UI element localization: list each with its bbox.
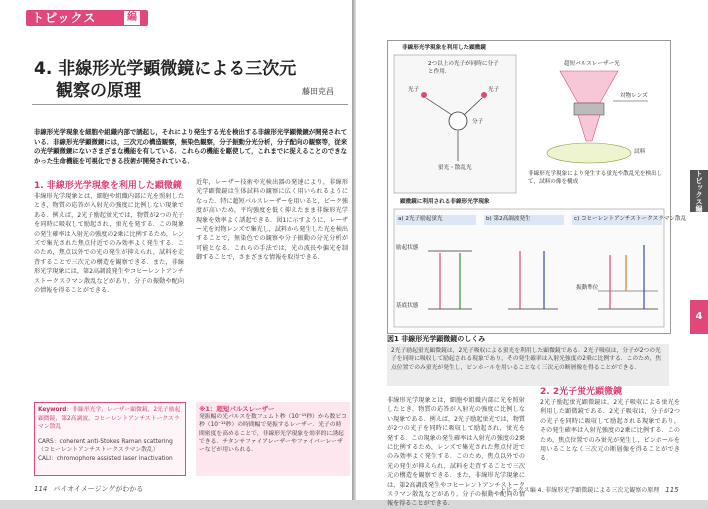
figure-caption: 図1 非線形光学顕微鏡のしくみ [387, 335, 486, 343]
note-box [196, 402, 350, 476]
lens-label: 対物レンズ [620, 93, 648, 99]
right-page-number: 115 [665, 486, 679, 494]
sample-icon [547, 143, 631, 163]
excited-state-label: 励起状態 [396, 245, 419, 251]
sample-label: 試料 [634, 149, 646, 155]
section1-col1: 非線形光学現象とは，細胞や組織内部に光を照射したとき，物質の応答が入射光の強度に比例しない現象である．例えば，2光子励起蛍光では，物質が2つの光子を同時に吸収して励起され，蛍光を発する．この現象の発生確率は入射光の強度の2乗に比例するため，レンズで集光された焦点付近でのみ効率よく発生する．このため，焦点以外での光の発生が抑えられ，試料を走査することで三次元の構造を観察できる．また，非線形光学現象には，第2高調波発生やコヒーレントアンチストークスラマン散乱などがあり，分子の振動や配向の情報を得ることができる． [34, 193, 184, 295]
figure-desc2: 非線形光学現象により発生する蛍光や散乱光を検出して，試料の像を構成 [528, 171, 663, 185]
header-label: トピックス [32, 11, 97, 25]
right-col1: 非線形光学現象とは，細胞や組織内部に光を照射したとき，物質の応答が入射光の強度に比例しない現象である．例えば，2光子励起蛍光では，物質が2つの光子を同時に吸収して励起され，蛍光を発する．この現象の発生確率は入射光の強度の2乗に比例するため，レンズで集光された焦点付近でのみ効率よく発生する．このため，焦点以外での光の発生が抑えられ，試料を走査することで三次元の構造を観察できる．また，非線形光学現象には，第2高調波発生やコヒーレントアンチストークスラマン散乱などがあり，分子の振動や配向の情報を得ることができる． [387, 397, 525, 508]
section2-title: 2. 2光子蛍光顕微鏡 [540, 387, 623, 397]
laser-beam-icon [560, 71, 618, 103]
note-title: ※1：超短パルスレーザー [199, 405, 275, 413]
side-tab[interactable]: トピックス編 [690, 170, 708, 212]
left-page [0, 0, 352, 500]
panel-c-title: c) コヒーレントアンチストークスラマン散乱 [574, 216, 687, 222]
emission-label: 蛍光・散乱光 [438, 165, 472, 171]
photon-icon-1 [421, 92, 427, 98]
keyword-en3: CALI：chromophore assisted laser inactivation [38, 455, 173, 462]
note-text: 発振幅の光パルスを数フェムト秒（10⁻¹⁵秒）から数ピコ秒（10⁻¹²秒）の時間幅で発振するレーザー．光子の時間密度を高めることで，非線形光学現象を効率的に誘起できる．チタンサファイアレーザーやファイバーレーザーなどが用いられる． [199, 414, 347, 454]
author: 藤田克昌 [302, 87, 334, 96]
panel-a-title: a) 2光子励起蛍光 [398, 216, 443, 222]
left-footer-text: バイオイメージングがわかる [53, 485, 144, 493]
figure-subtitle: 顕微鏡に利用される非線形光学現象 [400, 199, 490, 205]
right-footer-text: トピックス編 4. 非線形光学顕微鏡による三次元観察の原理 [500, 487, 660, 494]
keyword-label: Keyword [38, 407, 67, 413]
title-divider [32, 104, 348, 105]
keyword-en2: （コヒーレントアンチストークスラマン散乱） [38, 447, 159, 454]
section1-col2: 近年，レーザー技術や光検出器の発達により，非線形光学顕微鏡は生体試料の観察に広く用いられるようになった．特に超短パルスレーザーを用いると，ピーク強度が高いため，平均強度を低く抑えたまま非線形光学現象を効率よく誘起できる．図1に示すように，レーザー光を対物レンズで集光し，試料から発生した光を検出することで，無染色での観察や分子振動の分光分析が可能となる．これらの手法では，光の波長や偏光を制御することで，さまざまな情報を取得できる． [196, 179, 349, 262]
photon-icon-2 [481, 92, 487, 98]
keyword-box [34, 402, 186, 476]
keyword-text: ：非線形光学，レーザー顕微鏡，2光子励起顕微鏡，第2高調波，コヒーレントアンチストークスラマン散乱 [38, 407, 181, 431]
side-chapter-number[interactable]: 4 [690, 300, 708, 334]
keyword-en1: CARS：coherent anti-Stokes Raman scattering [38, 438, 173, 445]
focus-cone-icon [578, 115, 600, 141]
photon-label-2: 光子 [488, 87, 500, 93]
vib-level-label: 振動準位 [576, 285, 599, 291]
figure-explanation-text: 2光子励起蛍光顕微鏡は，2光子吸収による蛍光を利用した顕微鏡である．2光子吸収は，分子が2つの光子を同時に吸収して励起される現象であり，その発生確率は入射光強度の2乗に比例する．このため，焦点位置でのみ蛍光が発生し，ピンホールを用いることなく三次元の断層像を得ることができる． [391, 348, 662, 371]
figure-diagram [388, 41, 687, 333]
abstract: 非線形光学現象を細胞や組織内部で誘起し，それにより発生する光を検出する非線形光学顕微鏡が開発されている．非線形光学顕微鏡には，三次元の構造観察，無染色観察，分子振動分光分析，分子配向の観察等，従来の光学顕微鏡にないさまざまな機能を有している．これらの機能を駆使して，これまでに捉えることのできなかった生命機能を可視化できる技術が開発されている． [34, 128, 348, 165]
objective-lens-icon [574, 103, 604, 115]
figure-explanation [387, 344, 669, 386]
right-col2: 2光子励起蛍光顕微鏡は，2光子吸収による蛍光を利用した顕微鏡である．2光子吸収は，分子が2つの光子を同時に吸収して励起される現象であり，その発生確率は入射光強度の2乗に比例する．このため，焦点位置でのみ蛍光が発生し，ピンホールを用いることなく三次元の断層像を得ることができる． [540, 399, 680, 463]
left-page-number: 114 [34, 485, 48, 493]
header-badge: 編 [124, 11, 140, 25]
left-footer [34, 484, 143, 494]
article-title [34, 58, 296, 102]
right-footer [500, 485, 679, 494]
ground-state-label: 基底状態 [396, 303, 419, 309]
section1-title: 1. 非線形光学現象を利用した顕微鏡 [34, 181, 182, 191]
photon-label-1: 光子 [408, 87, 420, 93]
figure-title: 非線形光学現象を利用した顕微鏡 [402, 45, 486, 51]
laser-label: 超短パルスレーザー光 [564, 61, 620, 67]
title-line2: 観察の原理 [56, 81, 141, 101]
figure-desc1: 2つ以上の光子が同時に分子と作用． [428, 61, 499, 75]
title-line1: 4. 非線形光学顕微鏡による三次元 [34, 59, 297, 79]
panel-b-title: b) 第2高調波発生 [486, 216, 531, 222]
molecule-label: 分子 [472, 119, 484, 125]
figure-1 [387, 40, 687, 334]
